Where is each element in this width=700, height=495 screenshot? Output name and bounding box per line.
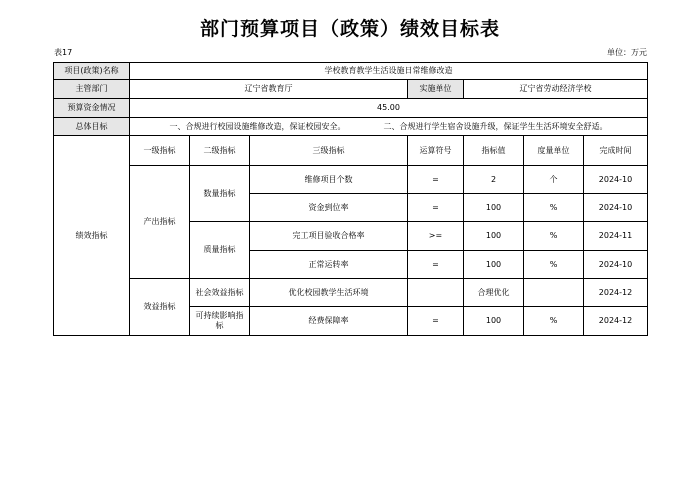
budget-value: 45.00: [130, 99, 648, 118]
overall-goal-label: 总体目标: [54, 118, 130, 136]
project-name-label: 项目(政策)名称: [54, 63, 130, 80]
indicator-value: 2: [464, 166, 524, 194]
overall-goal-value: [130, 118, 648, 136]
page-title: 部门预算项目（政策）绩效目标表: [199, 18, 500, 40]
implementing-unit-label: 实施单位: [408, 80, 464, 99]
department-row: [54, 80, 648, 99]
unit-label: 单位：万元: [607, 48, 647, 57]
indicator-name: 完工项目验收合格率: [250, 222, 408, 251]
indicator-unit: %: [524, 194, 584, 222]
indicator-operator: =: [408, 251, 464, 279]
indicator-value: 合理优化: [464, 279, 524, 307]
output-indicators-label: 产出指标: [130, 166, 190, 279]
indicator-unit: %: [524, 307, 584, 336]
performance-indicators-label: 绩效指标: [54, 136, 130, 336]
goal-item-1: 一、合规进行校园设施维修改造，保证校园安全。: [169, 121, 346, 131]
indicator-time: 2024-12: [584, 279, 648, 307]
indicator-value: 100: [464, 251, 524, 279]
indicator-name: 经费保障率: [250, 307, 408, 336]
indicator-value: 100: [464, 194, 524, 222]
project-name-row: [54, 63, 648, 80]
indicator-value: 100: [464, 222, 524, 251]
header-time: 完成时间: [584, 136, 648, 166]
performance-table: [53, 62, 648, 336]
header-operator: 运算符号: [408, 136, 464, 166]
indicator-time: 2024-10: [584, 166, 648, 194]
header-unit: 度量单位: [524, 136, 584, 166]
indicator-name: 资金到位率: [250, 194, 408, 222]
indicator-name: 正常运转率: [250, 251, 408, 279]
indicator-unit: 个: [524, 166, 584, 194]
indicator-row: [54, 279, 648, 307]
budget-row: [54, 99, 648, 118]
implementing-unit-value: 辽宁省劳动经济学校: [464, 80, 648, 99]
header-level3: 三级指标: [250, 136, 408, 166]
project-name-value: 学校教育教学生活设施日常维修改造: [130, 63, 648, 80]
benefit-indicators-label: 效益指标: [130, 279, 190, 336]
indicator-time: 2024-10: [584, 194, 648, 222]
indicator-operator: =: [408, 194, 464, 222]
quantity-indicators-label: 数量指标: [190, 166, 250, 222]
indicator-operator: =: [408, 166, 464, 194]
header-level1: 一级指标: [130, 136, 190, 166]
quality-indicators-label: 质量指标: [190, 222, 250, 279]
indicator-operator: [408, 279, 464, 307]
indicator-time: 2024-11: [584, 222, 648, 251]
indicator-row: [54, 166, 648, 194]
indicator-unit: [524, 279, 584, 307]
indicator-header-row: [54, 136, 648, 166]
sustainable-impact-label: 可持续影响指标: [190, 307, 250, 336]
indicator-operator: =: [408, 307, 464, 336]
indicator-value: 100: [464, 307, 524, 336]
department-label: 主管部门: [54, 80, 130, 99]
budget-label: 预算资金情况: [54, 99, 130, 118]
header-level2: 二级指标: [190, 136, 250, 166]
table-number: 表17: [54, 48, 73, 57]
indicator-name: 优化校园教学生活环境: [250, 279, 408, 307]
goal-item-2: 二、合规进行学生宿舍设施升级，保证学生生活环境安全舒适。: [383, 121, 608, 131]
department-value: 辽宁省教育厅: [130, 80, 408, 99]
indicator-unit: %: [524, 222, 584, 251]
overall-goal-row: [54, 118, 648, 136]
social-benefit-label: 社会效益指标: [190, 279, 250, 307]
indicator-time: 2024-12: [584, 307, 648, 336]
indicator-unit: %: [524, 251, 584, 279]
indicator-operator: >=: [408, 222, 464, 251]
indicator-name: 维修项目个数: [250, 166, 408, 194]
header-value: 指标值: [464, 136, 524, 166]
indicator-time: 2024-10: [584, 251, 648, 279]
